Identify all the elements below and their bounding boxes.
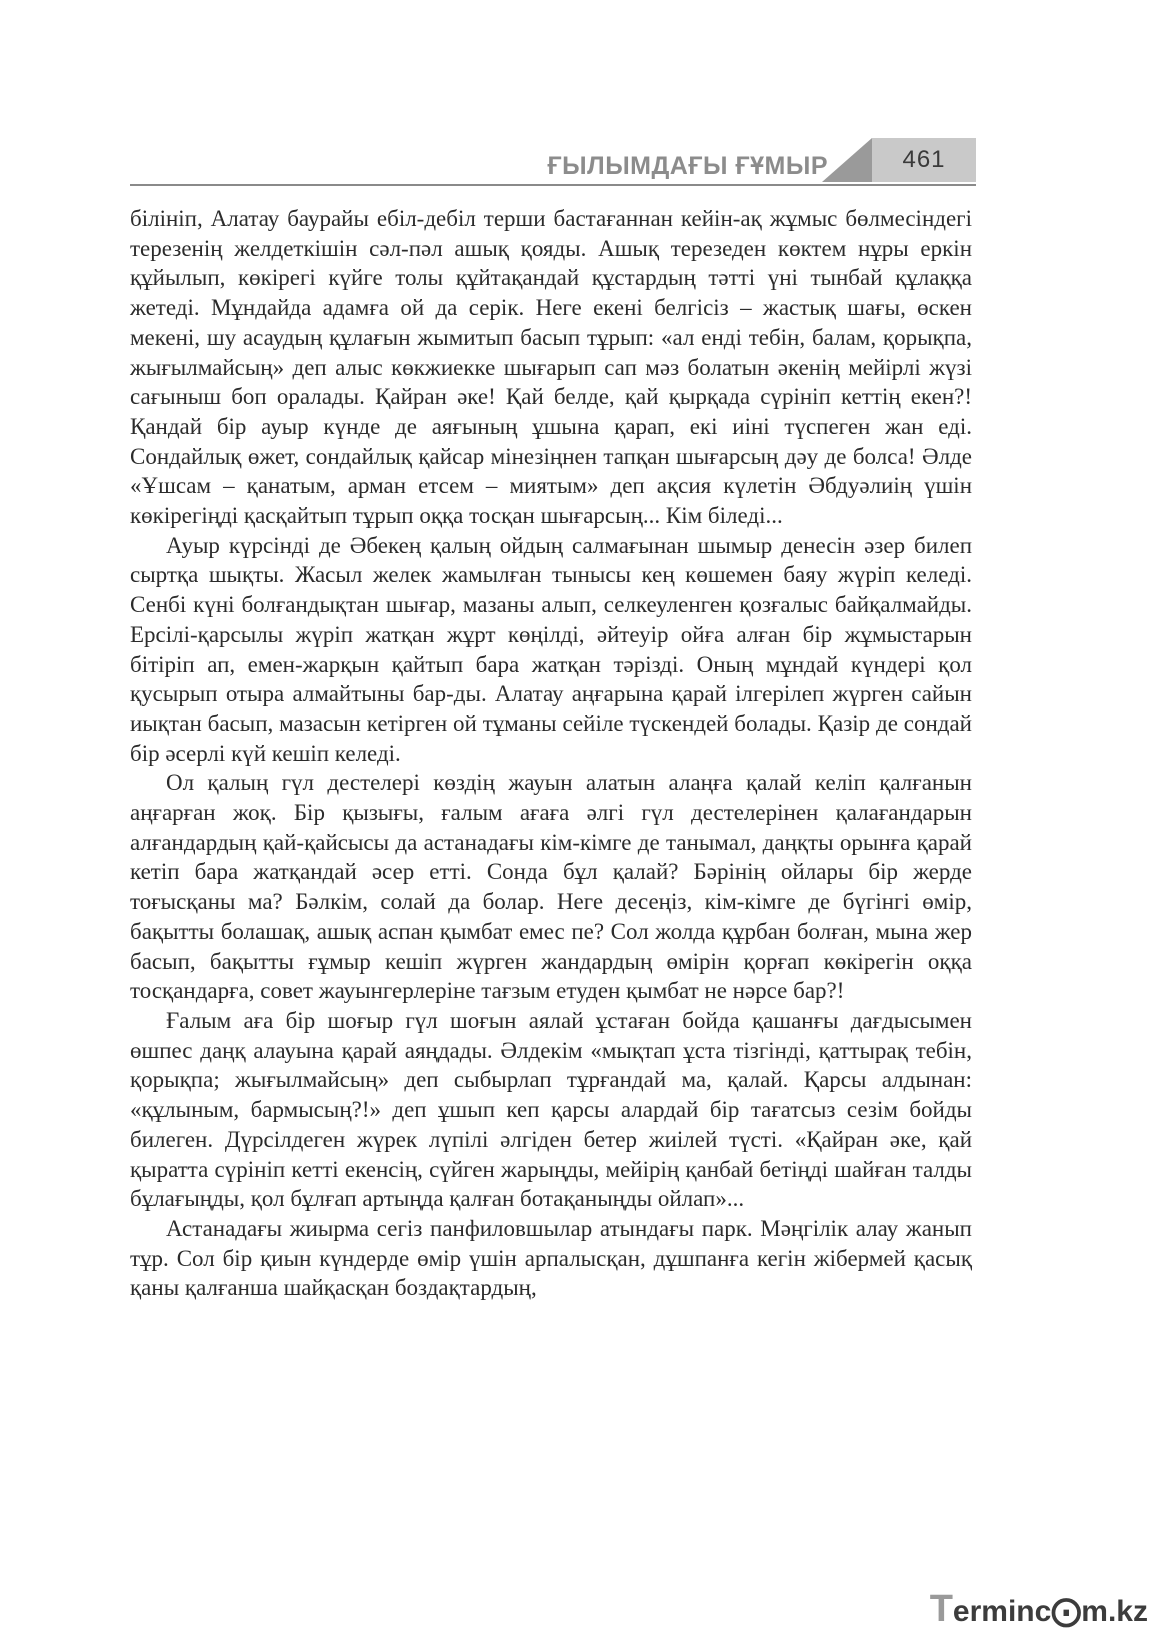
paragraph-5: Астанадағы жиырма сегіз панфиловшылар атындағы парк. Мәңгілік алау жанып тұр. Сол бір қиын күндерде өмір үшін арпалысқан, дұшпанға кегін жібермей қасық қаны қалғанша шайқасқан боздақтардың, <box>130 1215 972 1301</box>
body-text <box>130 204 972 1303</box>
watermark-prefix: T <box>929 1588 953 1630</box>
watermark-text: erminc⨀m.kz <box>952 1595 1148 1628</box>
header-rule <box>130 184 976 186</box>
paragraph-3: Ол қалың гүл дестелері көздің жауын алатын алаңға қалай келіп қалғанын аңғарған жоқ. Бір қызығы, ғалым ағаға әлгі гүл дестелерінен қалағандарын алғандардың қай-қайсысы да астанадағы кім-кімге де танымал, даңқты орынға қарай кетіп бара жатқандай әсер етті. Сонда бұл қалай? Бәрінің ойлары бір жерде тоғысқаны ма? Бәлкім, солай да болар. Неге десеңіз, кім-кімге де бүгінгі өмір, бақытты болашақ, ашық аспан қымбат емес пе? Сол жолда құрбан болған, мына жер басып, бақытты ғұмыр кешіп жүрген жандардың өмірін қорғап көкірегін оққа тосқандарға, совет жауынгерлеріне тағзым етуден қымбат не нәрсе бар?! <box>130 770 972 1004</box>
paragraph-4: Ғалым аға бір шоғыр гүл шоғын аялай ұстаған бойда қашанғы дағдысымен өшпес даңқ алауына қарай аяңдады. Әлдекім «мықтап ұста тізгінді, қаттырақ тебін, қорықпа; жығылмайсың» деп сыбырлап тұрғандай ма, қалай. Қарсы алдынан: «құлыным, бармысың?!» деп ұшып кеп қарсы алардай бір тағатсыз сезім бойды билеген. Дүрсілдеген жүрек лүпілі әлгіден бетер жиілей түсті. «Қайран әке, қай қыратта сүрініп кетті екенсің, сүйген жарыңды, мейірің қанбай бетіңді шайған талды бұлағыңды, қол бұлғап артыңда қалған ботақаныңды ойлап»... <box>130 1007 972 1212</box>
running-title: ҒЫЛЫМДАҒЫ ҒҰМЫР <box>547 152 828 180</box>
page-number: 461 <box>872 138 976 182</box>
paragraph-1: білініп, Алатау баурайы ебіл-дебіл терши бастағаннан кейін-ақ жұмыс бөлмесіндегі терезенің желдеткішін сәл-пәл ашық қояды. Ашық терезеден көктем нұры еркін құйылып, көкірегі күйге толы құйтақандай құстардың тәтті үні тынбай құлаққа жетеді. Мұндайда адамға ой да серік. Неге екені белгісіз – жастық шағы, өскен мекені, шу асаудың құлағын жымитып басып тұрып: «ал енді тебін, балам, қорықпа, жығылмайсың» деп алыс көкжиекке шығарып сап мәз болатын әкенің мейірлі жүзі сағыныш боп оралады. Қайран әке! Қай белде, қай қырқада сүрініп кеттің екен?! Қандай бір ауыр күнде де аяғының ұшына қарап, екі иіні түспеген жан еді. Сондайлық өжет, сондайлық қайсар мінезіңнен тапқан шығарсың дәу де болса! Әлде «Ұшсам – қанатым, арман етсем – миятым» деп ақсия күлетін Әбдуәлиің үшін көкірегіңді қасқайтып тұрып оққа тосқан шығарсың... Кім біледі... <box>130 206 972 529</box>
header-wedge-decoration <box>822 138 872 182</box>
site-watermark <box>930 1588 1148 1631</box>
paragraph-2: Ауыр күрсінді де Әбекең қалың ойдың салмағынан шымыр денесін әзер билеп сыртқа шықты. Жасыл желек жамылған тынысы кең көшемен баяу жүріп келеді. Сенбі күні болғандықтан шығар, мазаны алып, селкеуленген қозғалыс байқалмайды. Ерсілі-қарсылы жүріп жатқан жұрт көңілді, әйтеуір ойға алған бір жұмыстарын бітіріп ап, емен-жарқын қайтып бара жатқан тәрізді. Оның мұндай күндері қол қусырып отыра алмайтыны бар-ды. Алатау аңғарына қарай ілгерілеп жүрген сайын иықтан басып, мазасын кетірген ой тұманы сейіле түскендей болады. Қазір де сондай бір әсерлі күй кешіп келеді. <box>130 532 972 766</box>
